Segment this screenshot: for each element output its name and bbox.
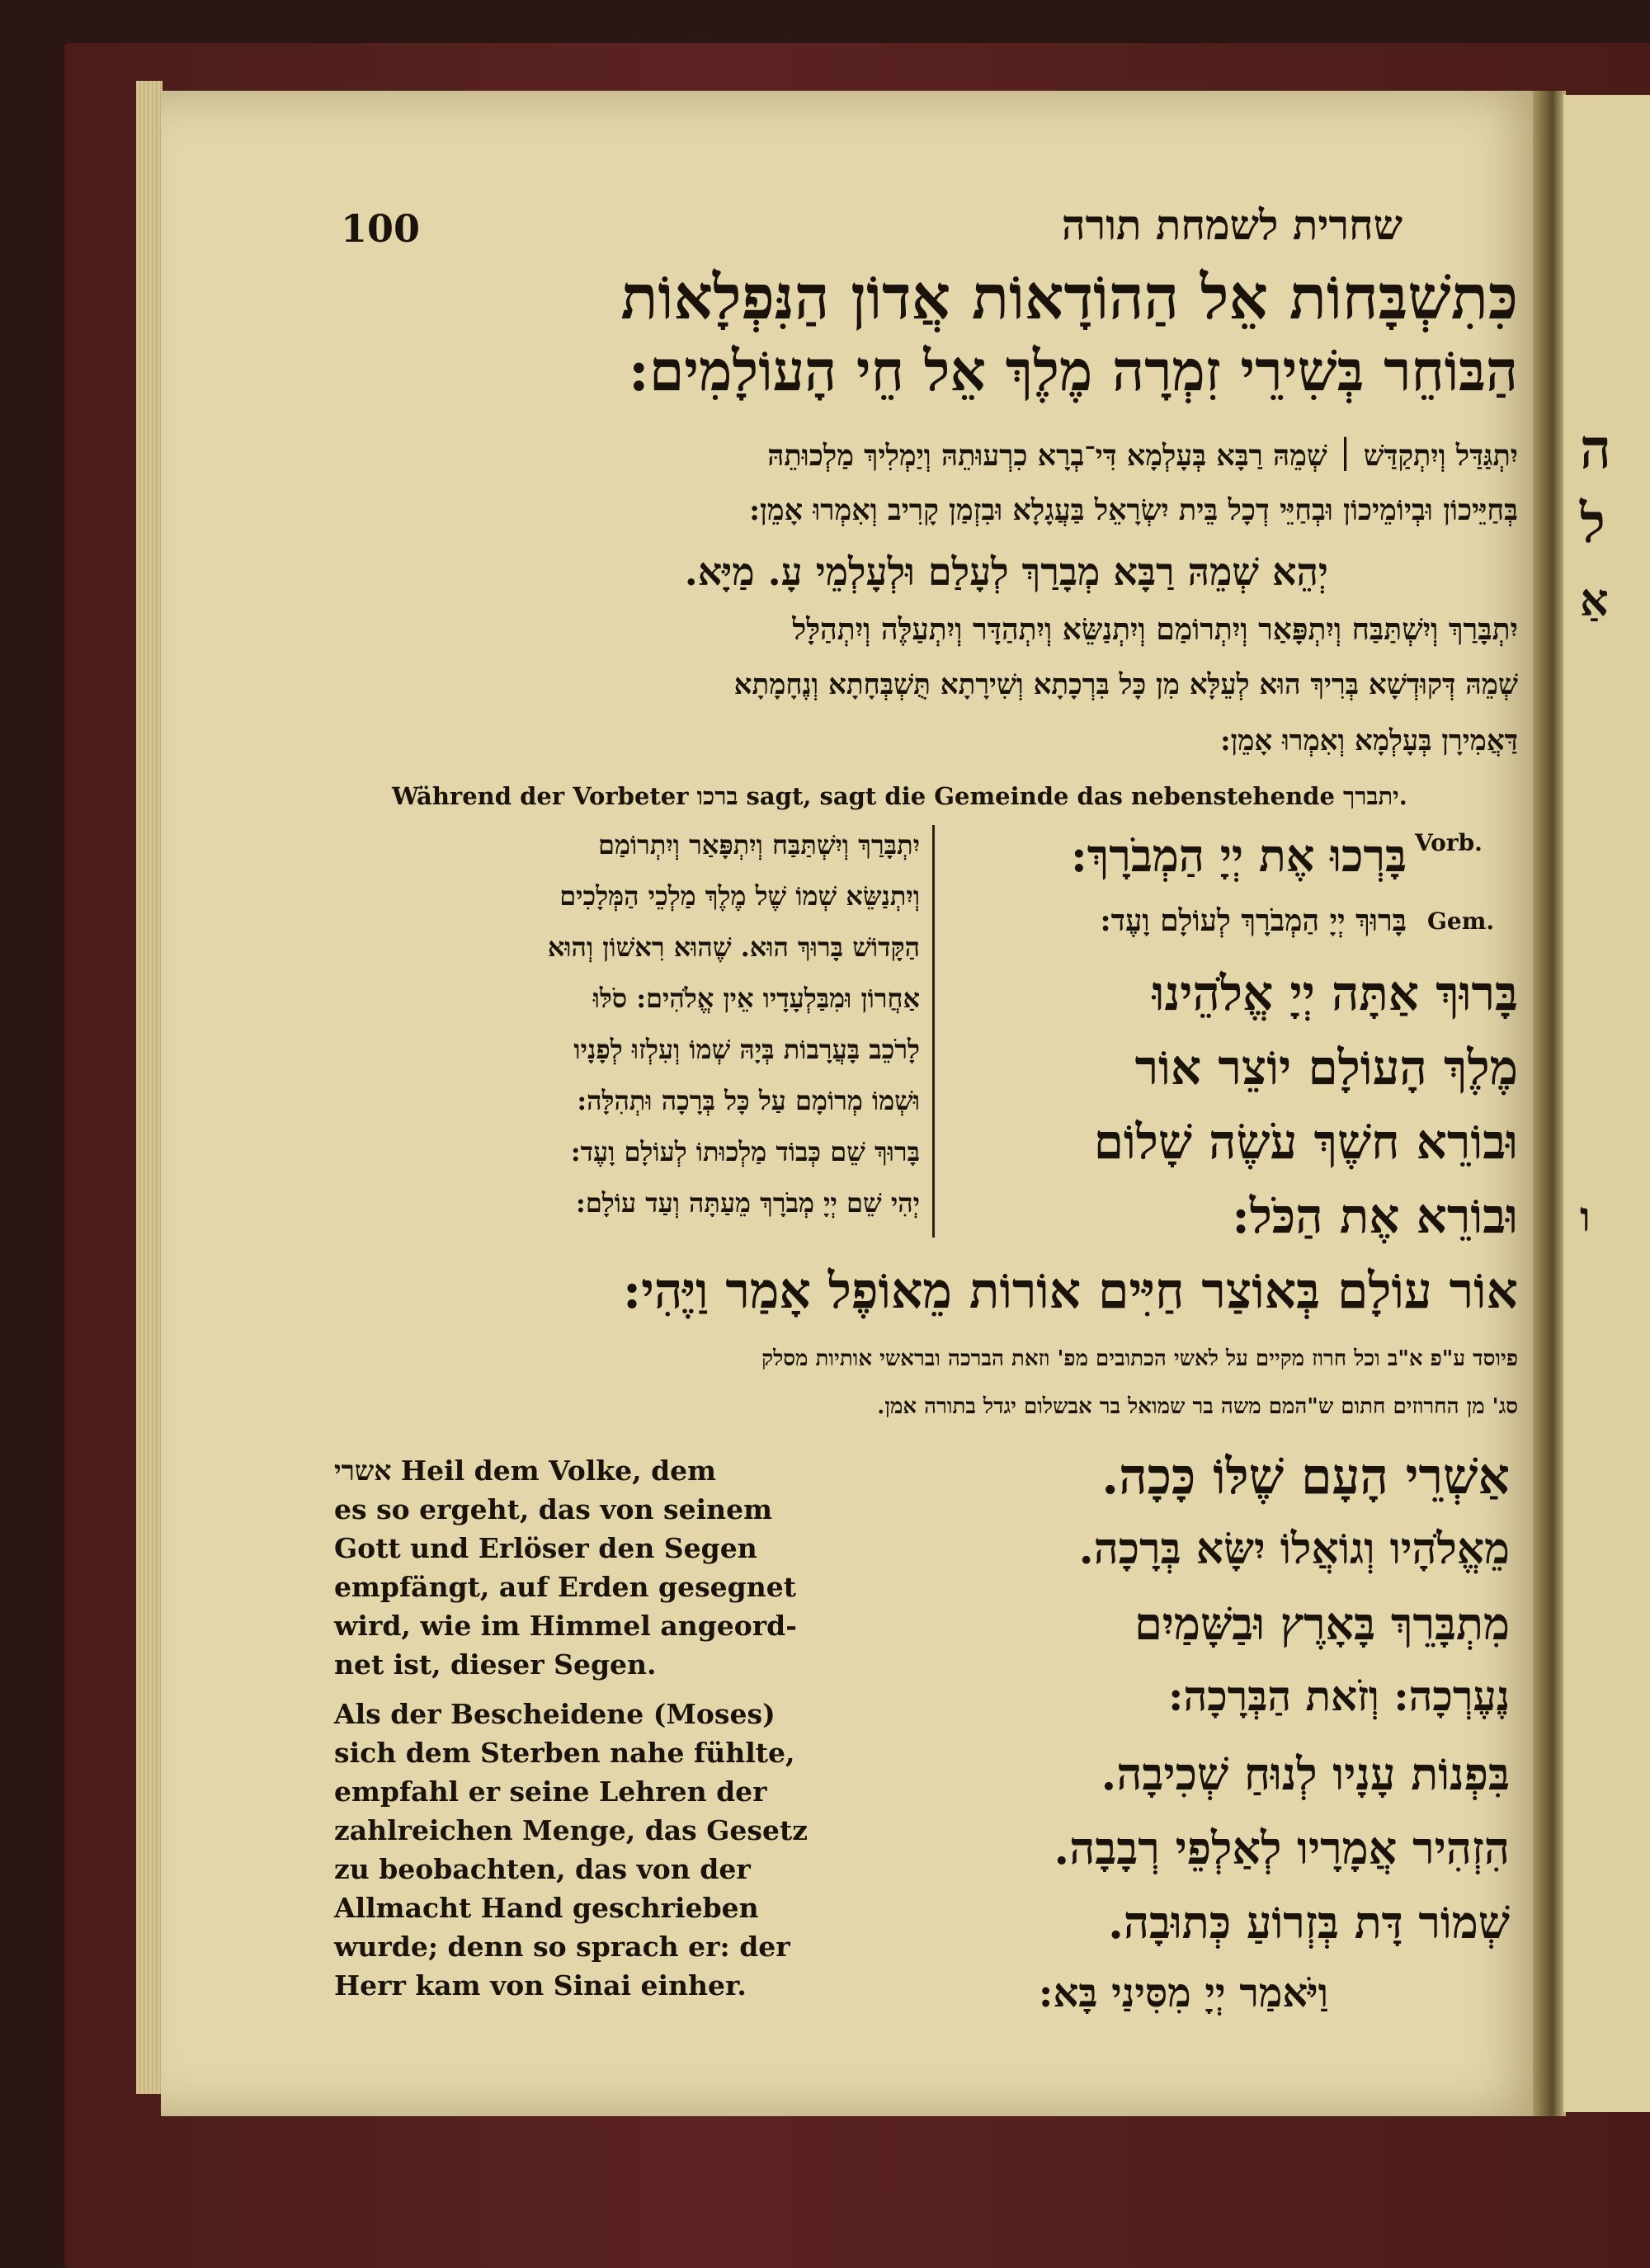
german-line-10: zahlreichen Menge, das Gesetz: [334, 1814, 808, 1846]
running-title: שחרית לשמחת תורה: [1061, 200, 1402, 249]
or-olam-line: אוֹר עוֹלָם בְּאוֹצַר חַיִּים אוֹרוֹת מֵאוֹפֶל אָמַר וַיֶּהִי:: [623, 1262, 1518, 1320]
vorb-text: בָּרְכוּ אֶת יְיָ הַמְבֹרָךְ:: [1070, 829, 1407, 882]
german-line-12: Allmacht Hand geschrieben: [334, 1892, 759, 1924]
blessing-line-4: וּבוֹרֵא אֶת הַכֹּל:: [1232, 1188, 1518, 1244]
piyyut-line-6: הִזְהִיר אֲמָרָיו לְאַלְפֵי רְבָבָה.: [1054, 1822, 1510, 1874]
kaddish-line-2: בְּחַיֵּיכוֹן וּבְיוֹמֵיכוֹן וּבְחַיֵּי דְכָל בֵּית יִשְׂרָאֵל בַּעֲגָלָא וּבִזְמַן קָרִיב וְאִמְרוּ אָמֵן:: [749, 493, 1518, 527]
blessing-line-2: מֶלֶךְ הָעוֹלָם יוֹצֵר אוֹר: [1134, 1040, 1518, 1096]
facing-page-fragment-1: ה: [1580, 417, 1611, 481]
piyyut-line-5: בִּפְנוֹת עָנָיו לְנוּחַ שְׁכִיבָה.: [1101, 1747, 1510, 1800]
note-line-1: פיוסד ע"פ א"ב וכל חרוז מקיים על לאשי הכתובים מפ' וזאת הברכה ובראשי אותיות מסלק: [761, 1346, 1518, 1371]
gem-text: בָּרוּךְ יְיָ הַמְבֹרָךְ לְעוֹלָם וָעֶד:: [1100, 903, 1407, 938]
book-page: [161, 91, 1551, 2116]
piyyut-line-8: וַיֹּאמַר יְיָ מִסִּינַי בָּא:: [1038, 1970, 1328, 2016]
piyyut-line-3: מִתְבָּרֵךְ בָּאָרֶץ וּבַשָּׁמַיִם: [1134, 1597, 1510, 1650]
german-line-11: zu beobachten, das von der: [334, 1853, 751, 1885]
piyyut-line-1: אַשְׁרֵי הָעָם שֶׁלּוֹ כָּכָה.: [1101, 1448, 1510, 1506]
german-line-9: empfahl er seine Lehren der: [334, 1775, 767, 1808]
yitbarakh-line-1: יִתְבָּרַךְ וְיִשְׁתַּבַּח וְיִתְפָּאַר וְיִתְרוֹמַם וְיִתְנַשֵּׂא וְיִתְהַדָּר וְיִתְעַלֶּה וְיִתְהַלָּל: [792, 612, 1518, 647]
german-line-14: Herr kam von Sinai einher.: [334, 1969, 747, 2002]
facing-page-fragment-2: ל: [1580, 491, 1605, 555]
german-line-6: net ist, dieser Segen.: [334, 1648, 657, 1681]
yitbarakh-line-3: דַּאֲמִירָן בְּעָלְמָא וְאִמְרוּ אָמֵן:: [1220, 724, 1518, 757]
hymn-line-1: כִּתִשְׁבָּחוֹת אֵל הַהוֹדָאוֹת אֲדוֹן הַנִּפְלָאוֹת: [620, 262, 1518, 333]
yitbarakh-line-2: שְׁמֵהּ דְּקוּדְשָׁא בְּרִיךְ הוּא לְעֵלָּא מִן כָּל בִּרְכָתָא וְשִׁירָתָא תֻּשְׁבְּחָתָא וְנֶחָמָתָא: [733, 668, 1518, 701]
german-line-5: wird, wie im Himmel angeord-: [334, 1610, 797, 1642]
gem-label: Gem.: [1427, 908, 1495, 935]
left-column-line-1: יִתְבָּרַךְ וְיִשְׁתַּבַּח וְיִתְפָּאַר וְיִתְרוֹמַם: [598, 829, 920, 861]
left-column-line-8: יְהִי שֵׁם יְיָ מְבֹרָךְ מֵעַתָּה וְעַד עוֹלָם:: [576, 1187, 920, 1219]
vorb-label: Vorb.: [1415, 829, 1483, 856]
german-line-3: Gott und Erlöser den Segen: [334, 1532, 757, 1564]
left-column-line-2: וְיִתְנַשֵּׂא שְׁמוֹ שֶׁל מֶלֶךְ מַלְכֵי הַמְּלָכִים: [559, 880, 920, 912]
column-divider: [932, 825, 935, 1238]
left-column-line-4: אַחֲרוֹן וּמִבַּלְעָדָיו אֵין אֱלֹהִים: סֹלּוּ: [592, 983, 920, 1014]
page-edges: [136, 81, 163, 2094]
german-line-7: Als der Bescheidene (Moses): [334, 1698, 776, 1730]
piyyut-line-7: שְׁמוֹר דָּת בְּזְרוֹעַ כְּתוּבָה.: [1108, 1896, 1510, 1949]
facing-page-fragment-3: אַ: [1580, 573, 1609, 626]
german-line-2: es so ergeht, das von seinem: [334, 1493, 773, 1525]
book-gutter: [1533, 91, 1566, 2116]
note-line-2: סג' מן החרוזים חתום ש"המם משה בר שמואל בר אבשלום יגדל בתורה אמן.: [877, 1394, 1518, 1419]
german-line-4: empfängt, auf Erden gesegnet: [334, 1571, 796, 1603]
yehe-line: יְהֵא שְׁמֵהּ רַבָּא מְבָרַךְ לְעָלַם וּלְעָלְמֵי עָ. מַיָּא.: [684, 549, 1328, 594]
left-column-line-3: הַקָּדוֹשׁ בָּרוּךְ הוּא. שֶׁהוּא רִאשׁוֹן וְהוּא: [547, 931, 920, 963]
blessing-line-3: וּבוֹרֵא חשֶׁךְ עֹשֶׂה שָׁלוֹם: [1093, 1114, 1518, 1170]
hymn-line-2: הַבּוֹחֵר בְּשִׁירֵי זִמְרָה מֶלֶךְ אֵל חֵי הָעוֹלָמִים:: [628, 338, 1518, 404]
left-column-line-7: בָּרוּךְ שֵׁם כְּבוֹד מַלְכוּתוֹ לְעוֹלָם וָעֶד:: [570, 1136, 920, 1167]
left-column-line-5: לָרֹכֵב בָּעֲרָבוֹת בְּיָהּ שְׁמוֹ וְעִלְזוּ לְפָנָיו: [573, 1034, 920, 1065]
left-column-line-6: וּשְׁמוֹ מְרוֹמָם עַל כָּל בְּרָכָה וּתְהִלָּה:: [577, 1085, 920, 1116]
german-line-13: wurde; denn so sprach er: der: [334, 1931, 790, 1963]
german-line-8: sich dem Sterben nahe fühlte,: [334, 1737, 795, 1769]
facing-page-fragment-4: ו: [1580, 1192, 1591, 1241]
piyyut-line-4: נֶעֶרְכָה: וְזֹאת הַבְּרָכָה:: [1168, 1672, 1510, 1720]
facing-page: [1563, 95, 1650, 2112]
german-line-1: אשרי Heil dem Volke, dem: [334, 1455, 717, 1487]
piyyut-line-2: מֵאֱלֹהָיו וְגוֹאֲלוֹ יִשָּׂא בְּרָכָה.: [1078, 1524, 1510, 1574]
kaddish-line-1: יִתְגַּדַּל וְיִתְקַדַּשׁ ׀ שְׁמֵהּ רַבָּא בְּעָלְמָא דִּי־בְרָא כִרְעוּתֵהּ וְיַמְלִיךְ מַלְכוּתֵהּ: [767, 439, 1518, 473]
blessing-line-1: בָּרוּךְ אַתָּה יְיָ אֱלֹהֵינוּ: [1152, 965, 1518, 1021]
page-number: 100: [341, 206, 421, 251]
instruction-line: Während der Vorbeter ברכו sagt, sagt die Gemeinde das nebenstehende יתברך.: [392, 782, 1407, 810]
